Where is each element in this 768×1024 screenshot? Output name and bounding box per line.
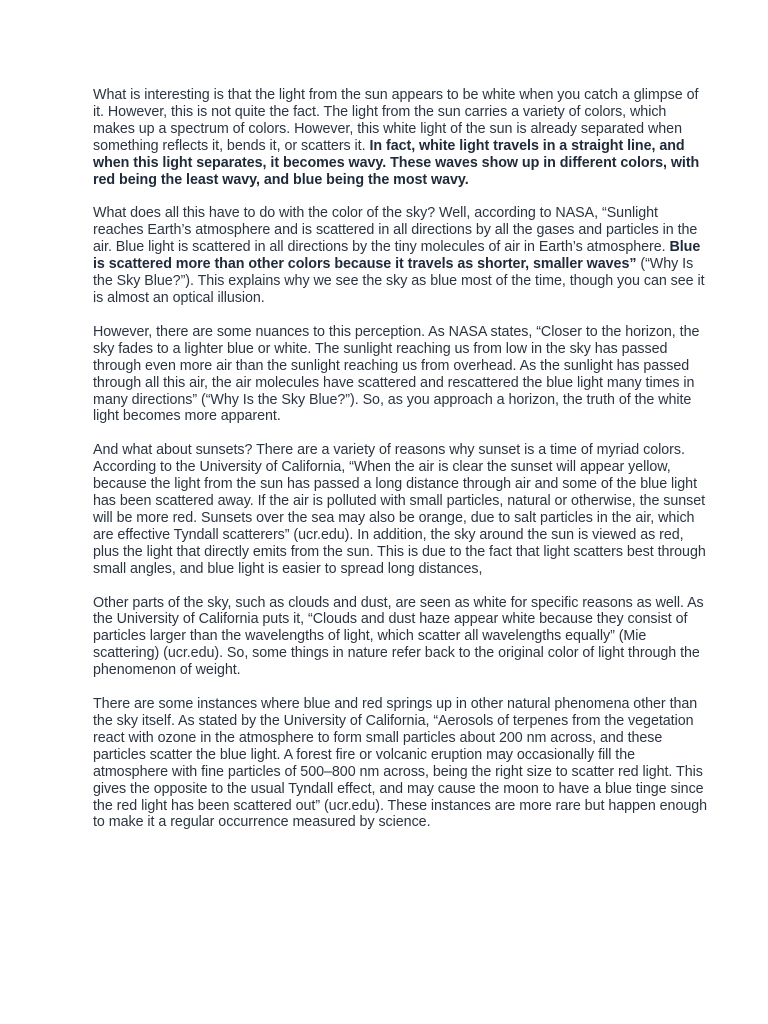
- text-run: (“Why Is the Sky Blue?”). This explains why we see the sky as blue most of the time, though you can see it is almost an optical illusion.: [93, 256, 705, 306]
- paragraph: [93, 87, 708, 188]
- bold-text-run: Blue is scattered more than other colors because it travels as shorter, smaller waves”: [93, 239, 701, 273]
- text-run: What is interesting is that the light from the sun appears to be white when you catch a glimpse of it. However, this is not quite the fact. The light from the sun carries a variety of colors, which makes up a spectrum of colors. However, this white light of the sun is already separated when something reflects it, bends it, or scatters it.: [93, 87, 699, 154]
- text-run: And what about sunsets? There are a variety of reasons why sunset is a time of myriad colors. According to the University of California, “When the air is clear the sunset will appear yellow, because the light from the sun has passed a long distance through air and some of the blue light has been scattered away. If the air is polluted with small particles, natural or otherwise, the sunset will be more red. Sunsets over the sea may also be orange, due to salt particles in the air, which are effective Tyndall scatterers” (ucr.edu). In addition, the sky around the sun is viewed as red, plus the light that directly emits from the sun. This is due to the fact that light scatters best through small angles, and blue light is easier to spread long distances,: [93, 442, 706, 577]
- text-run: What does all this have to do with the color of the sky? Well, according to NASA, “Sunlight reaches Earth’s atmosphere and is scattered in all directions by all the gases and particles in the air. Blue light is scattered in all directions by the tiny molecules of air in Earth’s atmosphere.: [93, 205, 698, 256]
- text-run: However, there are some nuances to this perception. As NASA states, “Closer to the horizon, the sky fades to a lighter blue or white. The sunlight reaching us from low in the sky has passed through even more air than the sunlight reaching us from overhead. As the sunlight has passed through all this air, the air molecules have scattered and rescattered the blue light many times in many directions” (“Why Is the Sky Blue?”). So, as you approach a horizon, the truth of the white light becomes more apparent.: [93, 323, 700, 425]
- paragraph: [93, 324, 708, 425]
- paragraph: [93, 595, 708, 680]
- bold-text-run: In fact, white light travels in a straight line, and when this light separates, it becomes wavy. These waves show up in different colors, with red being the least wavy, and blue being the most wavy.: [93, 137, 700, 188]
- paragraph: [93, 696, 708, 831]
- paragraph: [93, 205, 708, 306]
- text-run: Other parts of the sky, such as clouds and dust, are seen as white for specific reasons as well. As the University of California puts it, “Clouds and dust haze appear white because they consist of particles larger than the wavelengths of light, which scatter all wavelengths equally” (Mie scattering) (ucr.edu). So, some things in nature refer back to the original color of light through the phenomenon of weight.: [93, 594, 704, 679]
- text-run: There are some instances where blue and red springs up in other natural phenomena other than the sky itself. As stated by the University of California, “Aerosols of terpenes from the vegetation react with ozone in the atmosphere to form small particles about 200 nm across, and these particles scatter the blue light. A forest fire or volcanic eruption may occasionally fill the atmosphere with fine particles of 500–800 nm across, being the right size to scatter red light. This gives the opposite to the usual Tyndall effect, and may cause the moon to have a blue tinge since the red light has been scattered out” (ucr.edu). These instances are more rare but happen enough to make it a regular occurrence measured by science.: [93, 696, 708, 831]
- paragraph: [93, 442, 708, 577]
- document-body: [93, 87, 708, 831]
